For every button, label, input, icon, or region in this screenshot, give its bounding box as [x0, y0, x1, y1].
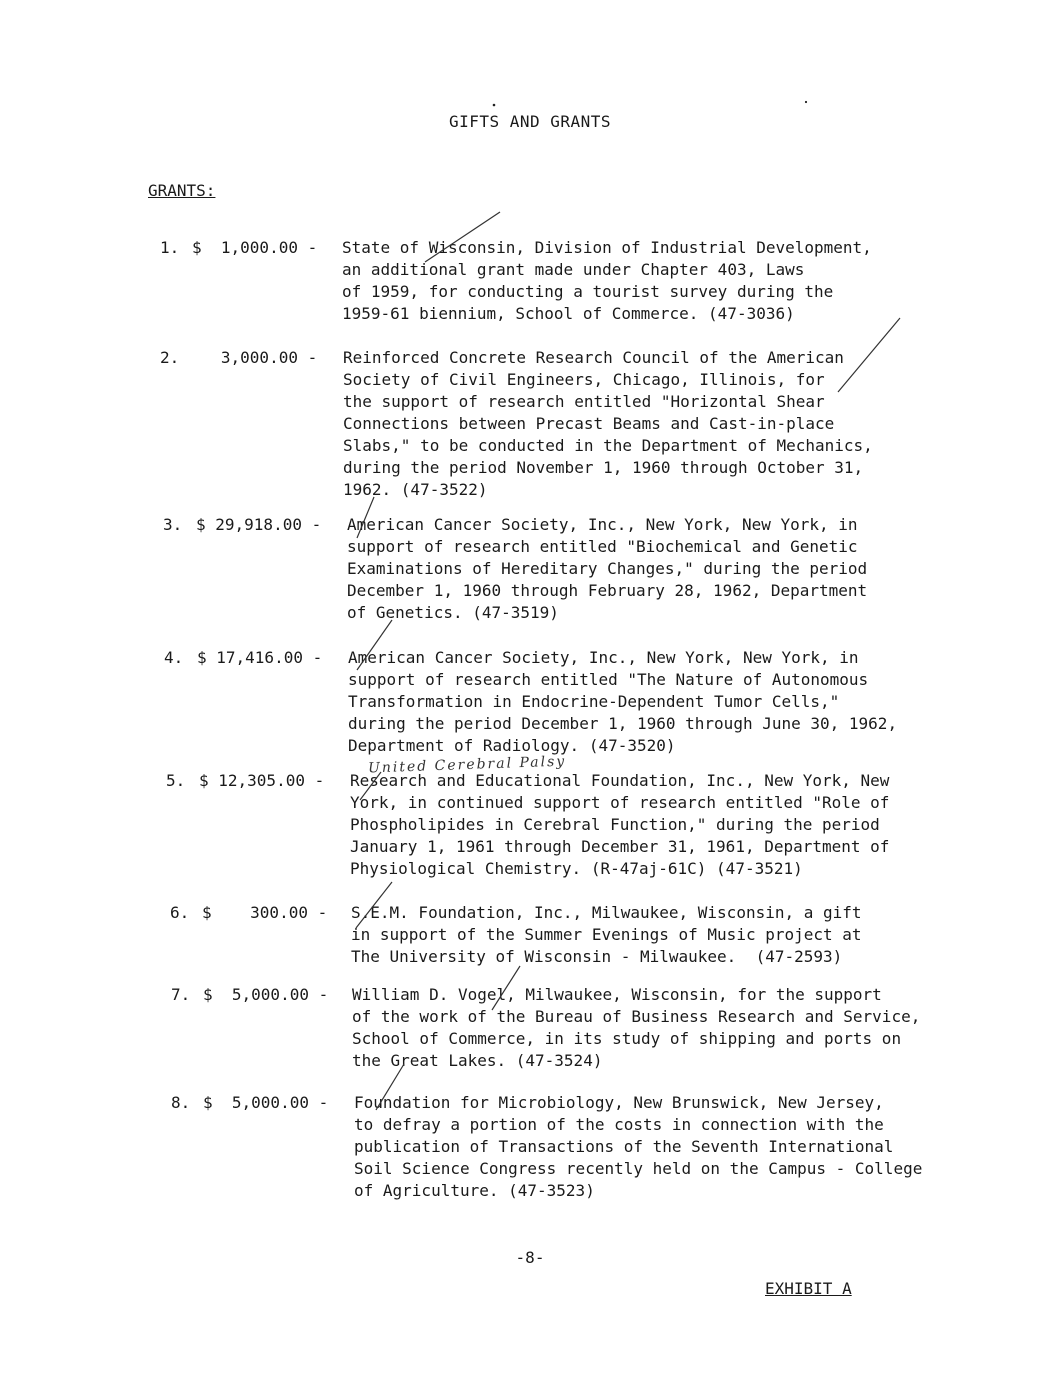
grant-number: 1.	[160, 238, 180, 257]
grant-amount: $ 12,305.00 -	[199, 771, 325, 790]
grant-amount: $ 1,000.00 -	[192, 238, 318, 257]
grant-number: 7.	[171, 985, 191, 1004]
grant-description: Foundation for Microbiology, New Brunswick, New Jersey, to defray a portion of the costs in connection with the publication of Transactions of the Seventh International Soil Science Congress recently held on the Campus - College of Agriculture. (47-3523)	[354, 1093, 923, 1200]
grant-number: 3.	[163, 515, 183, 534]
grant-amount: $ 17,416.00 -	[197, 648, 323, 667]
stray-mark	[493, 104, 496, 107]
exhibit-label: EXHIBIT A	[765, 1279, 852, 1298]
grant-number: 2.	[160, 348, 180, 367]
grant-description: Reinforced Concrete Research Council of the American Society of Civil Engineers, Chicago, Illinois, for the support of research entitled "Horizontal Shear Connections between Precast Beams and Cast-in-place Slabs," to be conducted in the Department of Mechanics, during the period November 1, 1960 through October 31, 1962. (47-3522)	[343, 348, 873, 499]
grant-description: William D. Vogel, Milwaukee, Wisconsin, for the support of the work of the Bureau of Business Research and Service, School of Commerce, in its study of shipping and ports on the Great Lakes. (47-3524)	[352, 985, 921, 1070]
grant-description: American Cancer Society, Inc., New York, New York, in support of research entitled "Biochemical and Genetic Examinations of Hereditary Changes," during the period December 1, 1960 through February 28, 1962, Department of Genetics. (47-3519)	[347, 515, 868, 622]
page-title: GIFTS AND GRANTS	[448, 112, 612, 131]
grant-amount: 3,000.00 -	[192, 348, 318, 367]
page-number: -8-	[515, 1248, 545, 1267]
grant-amount: $ 5,000.00 -	[203, 985, 329, 1004]
grant-amount: $ 5,000.00 -	[203, 1093, 329, 1112]
grant-number: 5.	[166, 771, 186, 790]
handwritten-annotation: United Cerebral Palsy	[367, 753, 567, 777]
stray-mark	[805, 101, 807, 103]
grant-description: S.E.M. Foundation, Inc., Milwaukee, Wisconsin, a gift in support of the Summer Evenings of Music project at The University of Wisconsin - Milwaukee. (47-2593)	[351, 903, 862, 966]
grant-number: 8.	[171, 1093, 191, 1112]
grant-number: 4.	[164, 648, 184, 667]
section-heading: GRANTS:	[148, 181, 216, 200]
grant-description: American Cancer Society, Inc., New York, New York, in support of research entitled "The Nature of Autonomous Transformation in Endocrine-Dependent Tumor Cells," during the period December 1, 1960 through June 30, 1962, Department of Radiology. (47-3520)	[348, 648, 898, 755]
grant-amount: $ 300.00 -	[202, 903, 328, 922]
grant-description: State of Wisconsin, Division of Industrial Development, an additional grant made under Chapter 403, Laws of 1959, for conducting a tourist survey during the 1959-61 biennium, School of Commerce. (47-3036)	[342, 238, 872, 323]
grant-number: 6.	[170, 903, 190, 922]
grant-description: Research and Educational Foundation, Inc., New York, New York, in continued support of research entitled "Role of Phospholipides in Cerebral Function," during the period January 1, 1961 through December 31, 1961, Department of Physiological Chemistry. (R-47aj-61C) (47-3521)	[350, 771, 890, 878]
grant-amount: $ 29,918.00 -	[196, 515, 322, 534]
